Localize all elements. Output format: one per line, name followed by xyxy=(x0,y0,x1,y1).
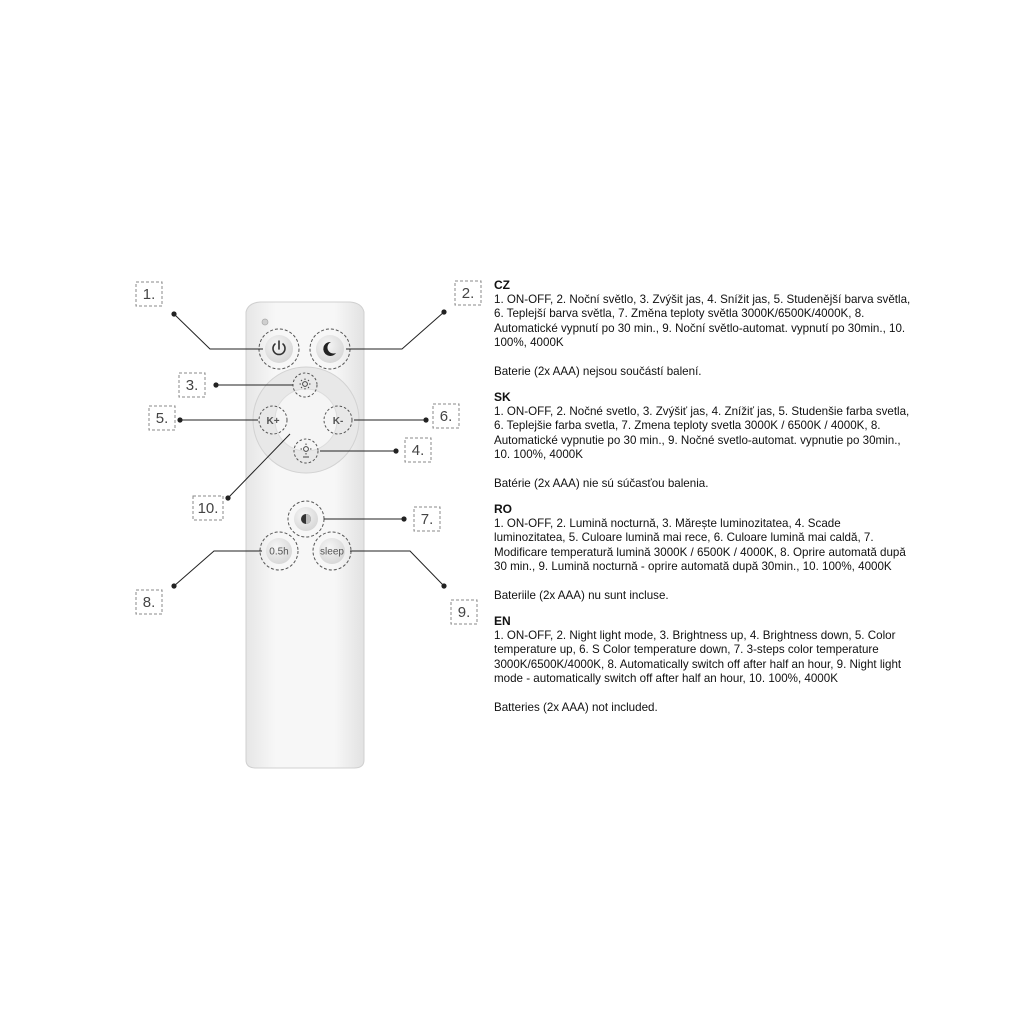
section-en xyxy=(494,614,914,715)
button-description: 1. ON-OFF, 2. Noční světlo, 3. Zvýšit jas, 4. Snížit jas, 5. Studenější barva světla, 6. Teplejší barva světla, 7. Změna teploty světla 3000K/6500K/4000K, 8. Automatické vypnutí po 30 min., 9. Noční světlo-automat. vypnutí po 30min., 10. 100%, 4000K xyxy=(494,292,911,349)
callout-1: 1. xyxy=(142,286,156,303)
timer-label: 0.5h xyxy=(269,546,289,558)
indicator-led xyxy=(262,319,268,325)
button-description: 1. ON-OFF, 2. Nočné svetlo, 3. Zvýšiť jas, 4. Znížiť jas, 5. Studenšie farba svetla, 6. Teplejšie farba svetla, 7. Zmena teploty svetla 3000K / 6500K / 4000K, 8. Automatické vypnutie po 30 min., 9. Nočné svetlo-automat. vypnutie po 30min., 10. 100%, 4000K xyxy=(494,404,910,461)
callout-3: 3. xyxy=(185,377,199,394)
battery-note: Bateriile (2x AAA) nu sunt incluse. xyxy=(494,588,669,602)
callout-5: 5. xyxy=(155,410,169,427)
button-description: 1. ON-OFF, 2. Night light mode, 3. Brightness up, 4. Brightness down, 5. Color temperature up, 6. S Color temperature down, 7. 3-steps color temperature 3000K/6500K/4000K, 8. Automatically switch off after half an hour, 9. Night light mode - automatically switch off after half an hour, 10. 100%, 4000K xyxy=(494,628,902,685)
lang-heading: SK xyxy=(494,390,511,404)
button-description: 1. ON-OFF, 2. Lumină nocturnă, 3. Mărește luminozitatea, 4. Scade luminozitatea, 5. Culoare lumină mai rece, 6. Culoare lumină mai caldă, 7. Modificare temperatură lumină 3000K / 6500K / 4000K, 8. Oprire automată după 30 min., 9. Lumină nocturnă - oprire automată după 30min., 10. 100%, 4000K xyxy=(494,516,906,573)
callout-10: 10. xyxy=(197,500,219,517)
callout-6: 6. xyxy=(439,408,453,425)
description-panel xyxy=(494,278,914,715)
battery-note: Batteries (2x AAA) not included. xyxy=(494,700,658,714)
battery-note: Baterie (2x AAA) nejsou součástí balení. xyxy=(494,364,702,378)
lang-heading: CZ xyxy=(494,278,510,292)
section-ro xyxy=(494,502,914,603)
battery-note: Batérie (2x AAA) nie sú súčasťou balenia. xyxy=(494,476,709,490)
callout-4: 4. xyxy=(411,442,425,459)
lang-heading: RO xyxy=(494,502,512,516)
sleep-label: sleep xyxy=(320,546,344,558)
callout-2: 2. xyxy=(461,285,475,302)
k-plus-label: K+ xyxy=(266,416,280,427)
lang-heading: EN xyxy=(494,614,511,628)
section-cz xyxy=(494,278,914,379)
center-button[interactable] xyxy=(275,389,337,451)
color-cycle-icon xyxy=(301,514,311,524)
callout-8: 8. xyxy=(142,594,156,611)
callout-9: 9. xyxy=(457,604,471,621)
section-sk xyxy=(494,390,914,491)
callout-7: 7. xyxy=(420,511,434,528)
k-minus-label: K- xyxy=(332,416,344,427)
